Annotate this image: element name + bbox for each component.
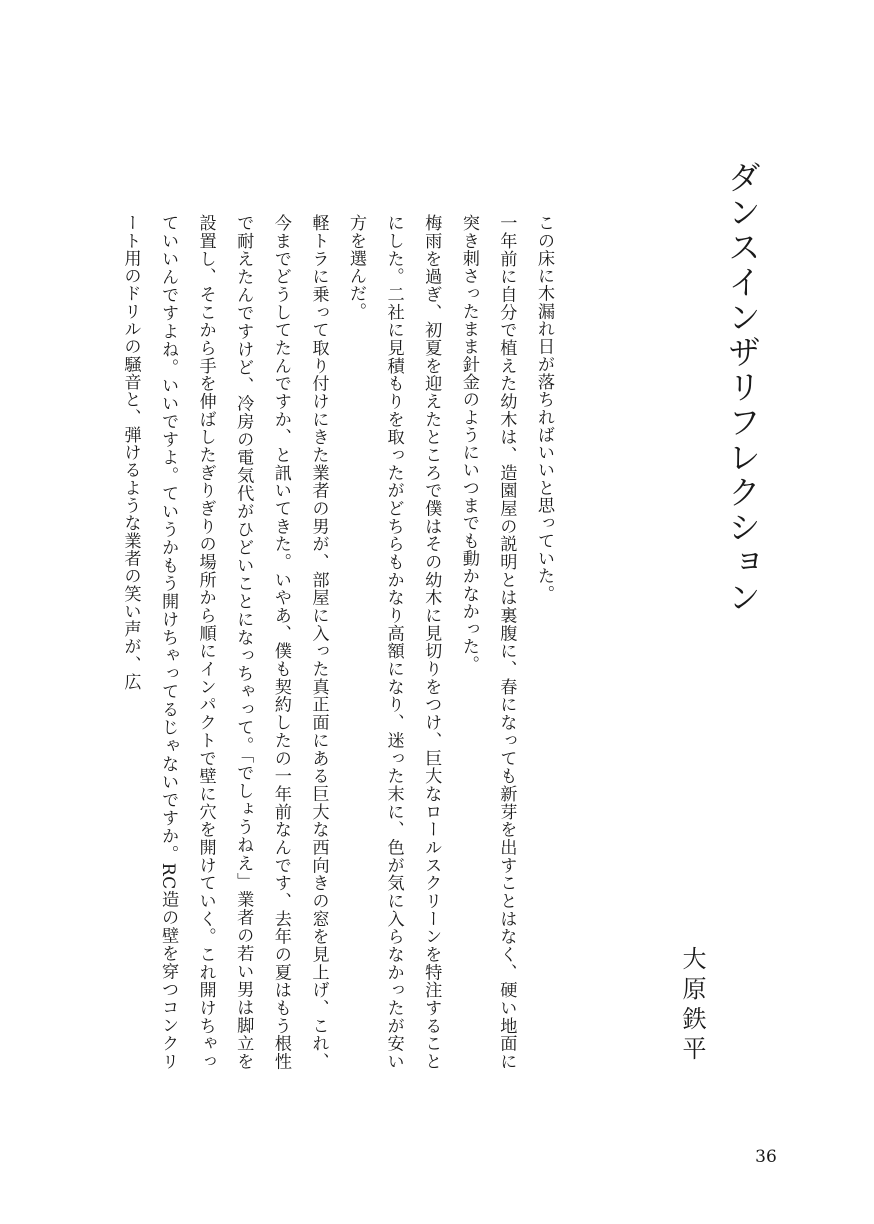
paragraph-2: 一年前に自分で植えた幼木は、造園屋の説明とは裏腹に、春になっても新芽を出すことはなく、硬い地面に突き刺さったまま針金のようにいつまでも動かなかった。 [458,214,517,1070]
paragraph-4: 軽トラに乗って取り付けにきた業者の男が、部屋に入った真正面にある巨大な西向きの窓を見上げ、これ、今までどうしてたんですか、と訊いてきた。いやあ、僕も契約したの一年前なんです、去年の夏はもう根性で耐えたんですけど、冷房の電気代がひどいことになっちゃって。「でしょうねえ」業者の若い男は脚立を設置し、そこから手を伸ばしたぎりぎりの場所から順にインパクトで壁に穴を開けていく。これ開けちゃっていいんですよね。いいですよ。ていうかもう開けちゃってるじゃないですか。RC造の壁を穿つコンクリート用のドリルの騒音と、弾けるような業者の笑い声が、広 [120,214,329,1070]
page-number: 36 [755,1147,777,1167]
paragraph-3: 梅雨を過ぎ、初夏を迎えたところで僕はその幼木に見切りをつけ、巨大なロールスクリーンを特注することにした。二社に見積もりを取ったがどちらもかなり高額になり、迷った末に、色が気に入らなかったが安い方を選んだ。 [346,214,442,1070]
body-text [110,214,562,1070]
author-name: 大原鉄平 [678,946,706,1066]
paragraph-1: この床に木漏れ日が落ちればいいと思っていた。 [534,214,554,603]
story-title: ダンスインザリフレクション [723,160,762,615]
